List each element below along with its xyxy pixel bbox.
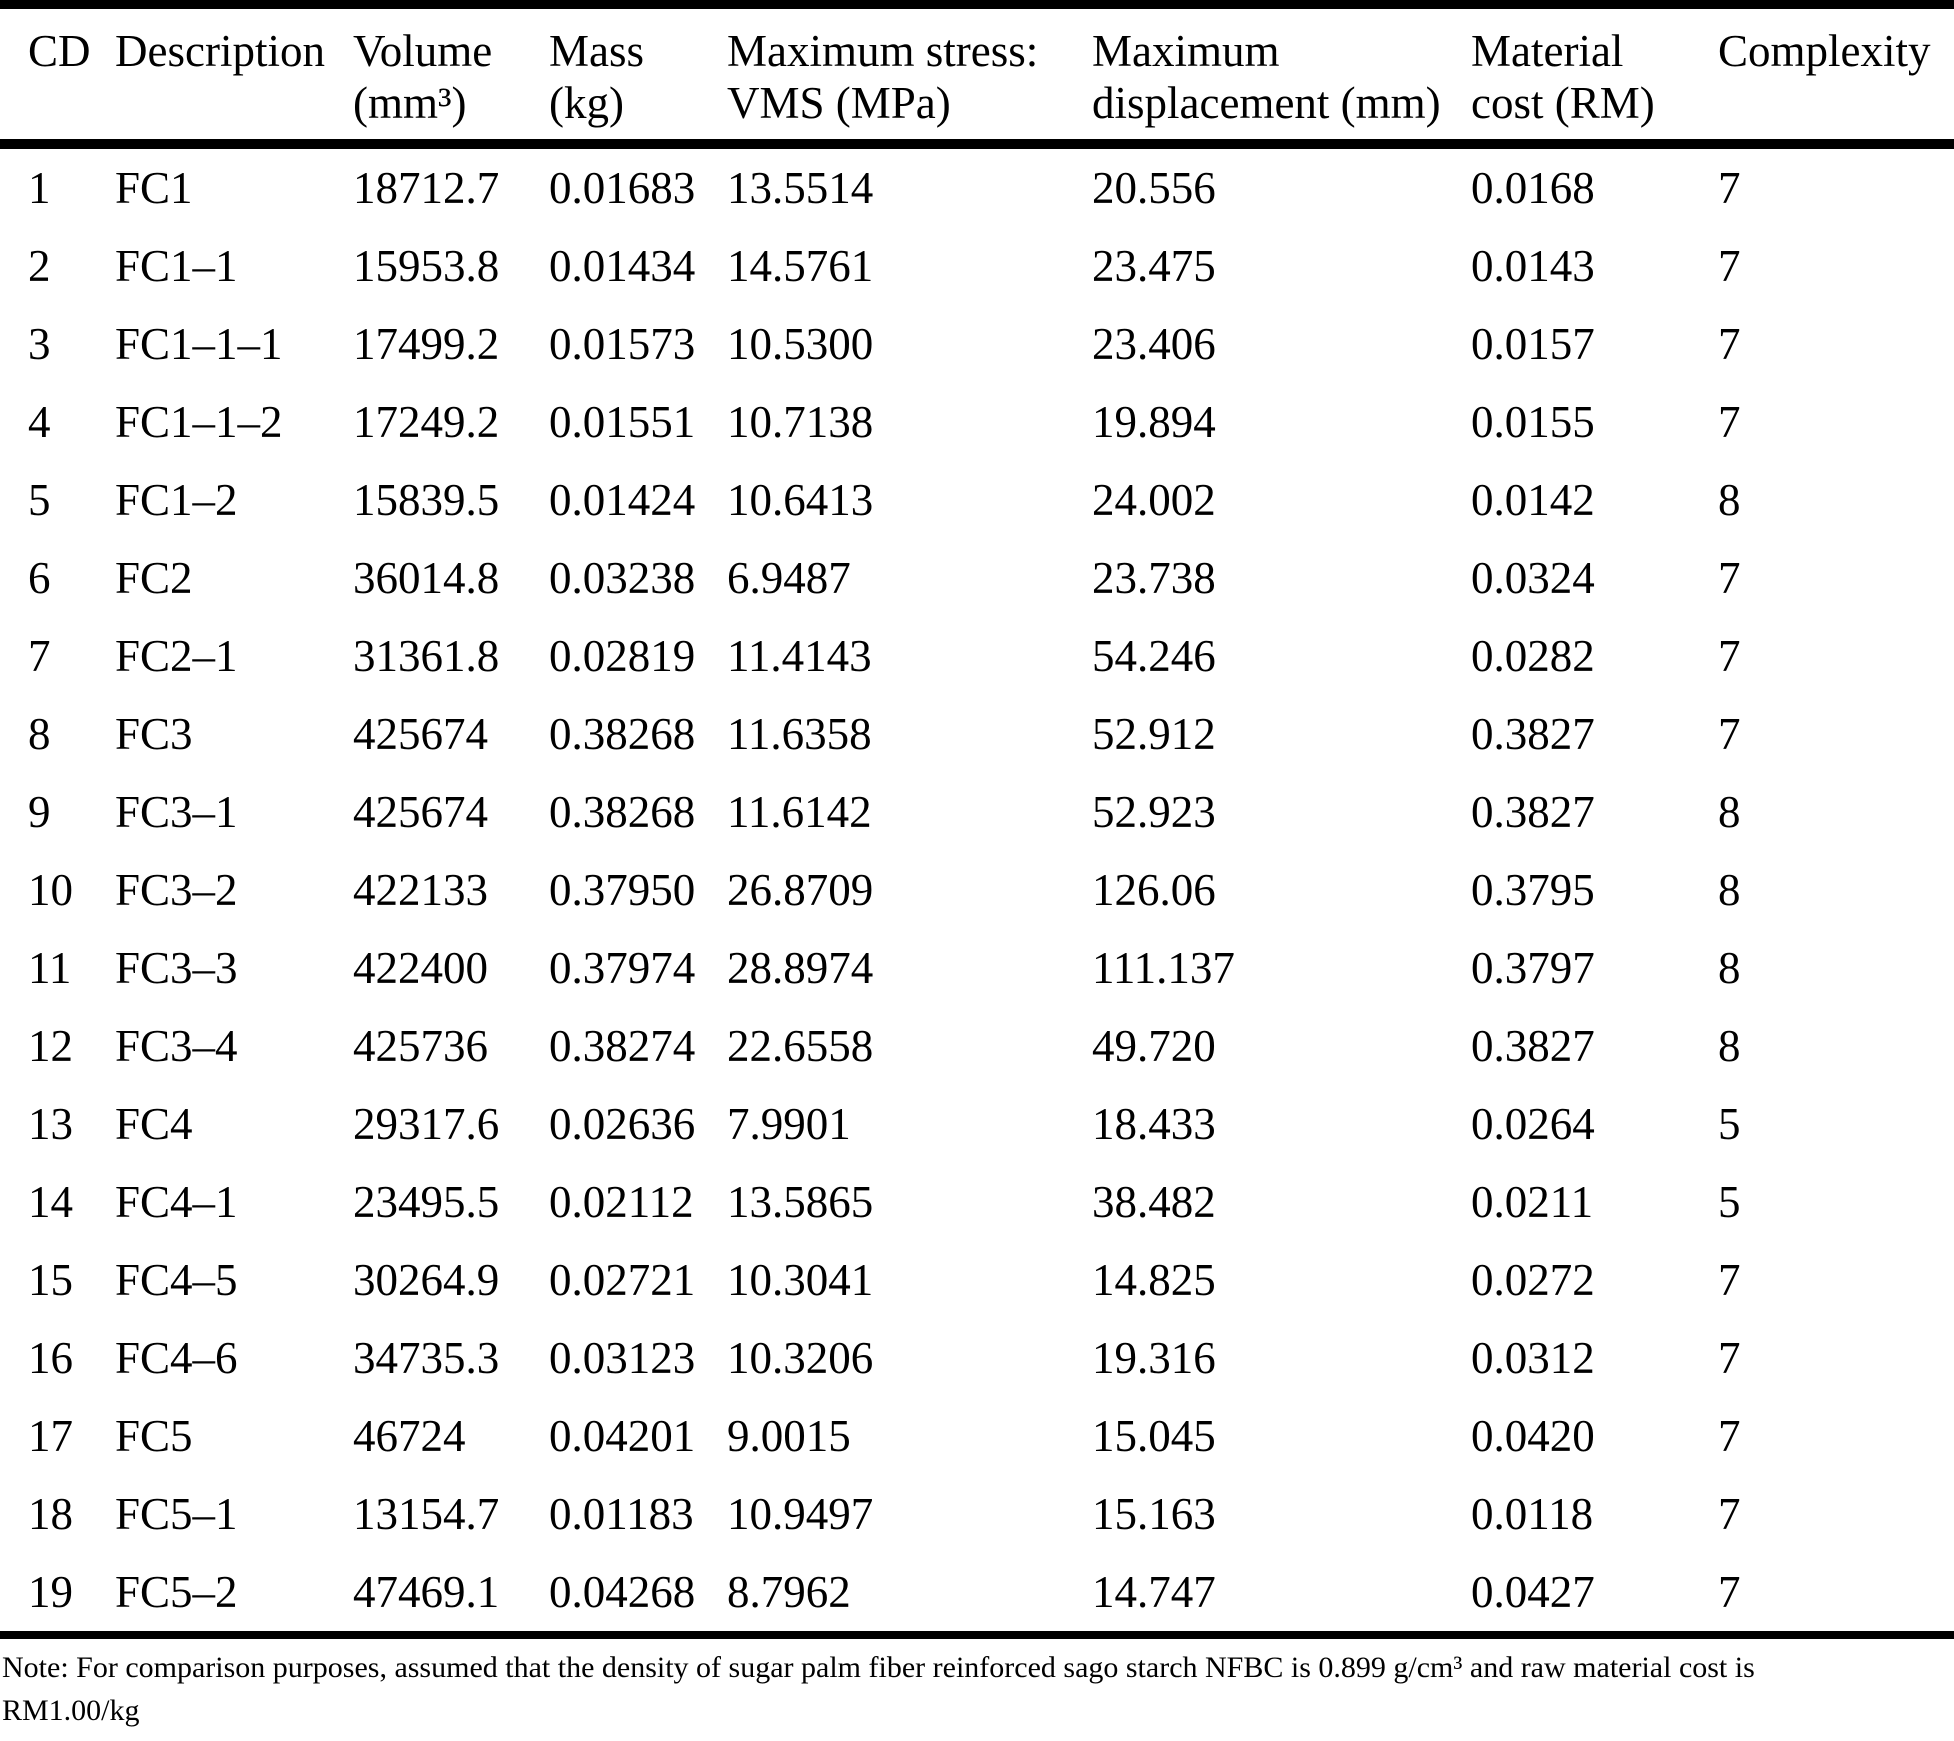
table-cell: FC1 xyxy=(115,163,193,213)
table-cell: 11.6142 xyxy=(727,787,872,837)
table-cell: 13.5514 xyxy=(727,163,874,213)
table-cell: 12 xyxy=(28,1021,73,1071)
table-cell: 5 xyxy=(1718,1177,1741,1227)
table-cell: 36014.8 xyxy=(353,553,500,603)
table-cell: 7 xyxy=(1718,1411,1741,1461)
table-row xyxy=(0,695,1954,773)
table-cell: 9 xyxy=(28,787,51,837)
table-cell: 15953.8 xyxy=(353,241,500,291)
table-cell: FC1–2 xyxy=(115,475,238,525)
table-cell: 34735.3 xyxy=(353,1333,500,1383)
table-cell: 0.03238 xyxy=(549,553,696,603)
table-cell: 11.4143 xyxy=(727,631,872,681)
table-cell: 422400 xyxy=(353,943,488,993)
table-cell: 425674 xyxy=(353,787,488,837)
table-cell: 15.045 xyxy=(1092,1411,1216,1461)
table-cell: FC5–2 xyxy=(115,1567,238,1617)
column-header-mass: Mass (kg) xyxy=(549,26,645,128)
table-cell: 47469.1 xyxy=(353,1567,500,1617)
table-row xyxy=(0,1241,1954,1319)
table-cell: 0.01183 xyxy=(549,1489,694,1539)
table-cell: 7 xyxy=(1718,709,1741,759)
table-cell: FC5–1 xyxy=(115,1489,238,1539)
table-cell: 8 xyxy=(1718,1021,1741,1071)
table-cell: 15 xyxy=(28,1255,73,1305)
table-cell: 17249.2 xyxy=(353,397,500,447)
table-cell: 0.03123 xyxy=(549,1333,696,1383)
table-row xyxy=(0,773,1954,851)
table-cell: 2 xyxy=(28,241,51,291)
table-cell: 29317.6 xyxy=(353,1099,500,1149)
table-cell: 14.747 xyxy=(1092,1567,1216,1617)
table-cell: 7 xyxy=(1718,1567,1741,1617)
table-row xyxy=(0,227,1954,305)
table-row xyxy=(0,539,1954,617)
table-cell: 0.04201 xyxy=(549,1411,696,1461)
table-cell: 7 xyxy=(1718,1489,1741,1539)
table-cell: 425736 xyxy=(353,1021,488,1071)
table-cell: 0.02721 xyxy=(549,1255,696,1305)
table-cell: 20.556 xyxy=(1092,163,1216,213)
table-cell: 16 xyxy=(28,1333,73,1383)
table-cell: 0.02112 xyxy=(549,1177,694,1227)
table-cell: 7 xyxy=(28,631,51,681)
column-header-max-displacement: Maximum displacement (mm) xyxy=(1092,26,1441,128)
table-cell: 0.3827 xyxy=(1471,1021,1595,1071)
table-cell: 31361.8 xyxy=(353,631,500,681)
table-cell: 24.002 xyxy=(1092,475,1216,525)
table-cell: 1 xyxy=(28,163,51,213)
table-cell: 7 xyxy=(1718,163,1741,213)
table-cell: FC1–1 xyxy=(115,241,238,291)
table-cell: 52.923 xyxy=(1092,787,1216,837)
table-cell: 10.9497 xyxy=(727,1489,874,1539)
table-row xyxy=(0,305,1954,383)
table-cell: 13 xyxy=(28,1099,73,1149)
table-cell: 0.01573 xyxy=(549,319,696,369)
table-cell: 0.3795 xyxy=(1471,865,1595,915)
table-cell: 0.02819 xyxy=(549,631,696,681)
table-cell: 7 xyxy=(1718,1255,1741,1305)
table-row xyxy=(0,929,1954,1007)
table-cell: FC4–5 xyxy=(115,1255,238,1305)
table-cell: 0.0427 xyxy=(1471,1567,1595,1617)
table-cell: 5 xyxy=(1718,1099,1741,1149)
column-header-complexity: Complexity xyxy=(1718,26,1931,76)
table-row xyxy=(0,1085,1954,1163)
table-cell: 0.02636 xyxy=(549,1099,696,1149)
table-cell: 22.6558 xyxy=(727,1021,874,1071)
table-cell: 8 xyxy=(1718,865,1741,915)
table-cell: FC3–3 xyxy=(115,943,238,993)
table-cell: 46724 xyxy=(353,1411,466,1461)
table-cell: 0.0264 xyxy=(1471,1099,1595,1149)
table-cell: 7 xyxy=(1718,1333,1741,1383)
table-cell: FC3 xyxy=(115,709,193,759)
table-row xyxy=(0,1319,1954,1397)
table-cell: 23.406 xyxy=(1092,319,1216,369)
table-cell: 0.0118 xyxy=(1471,1489,1594,1539)
table-cell: 0.0282 xyxy=(1471,631,1595,681)
table-body xyxy=(0,144,1954,1635)
table-cell: 126.06 xyxy=(1092,865,1216,915)
table-cell: 0.0155 xyxy=(1471,397,1595,447)
table-cell: 0.01424 xyxy=(549,475,696,525)
table-cell: 0.01434 xyxy=(549,241,696,291)
table-cell: 8.7962 xyxy=(727,1567,851,1617)
table-cell: 9.0015 xyxy=(727,1411,851,1461)
table-cell: 6.9487 xyxy=(727,553,851,603)
table-cell: 13.5865 xyxy=(727,1177,874,1227)
table-cell: 0.0272 xyxy=(1471,1255,1595,1305)
table-cell: FC2 xyxy=(115,553,193,603)
table-cell: 13154.7 xyxy=(353,1489,500,1539)
table-cell: FC3–2 xyxy=(115,865,238,915)
table-cell: 0.0211 xyxy=(1471,1177,1594,1227)
table-cell: 0.3827 xyxy=(1471,787,1595,837)
table-cell: 7 xyxy=(1718,631,1741,681)
table-row xyxy=(0,1163,1954,1241)
table-cell: 0.38268 xyxy=(549,709,696,759)
table-note xyxy=(0,1639,1954,1732)
table-cell: 0.0143 xyxy=(1471,241,1595,291)
table-cell: 111.137 xyxy=(1092,943,1235,993)
table-cell: 0.0324 xyxy=(1471,553,1595,603)
table-cell: 0.04268 xyxy=(549,1567,696,1617)
table-row xyxy=(0,1397,1954,1475)
table-cell: 5 xyxy=(28,475,51,525)
table-cell: 0.0142 xyxy=(1471,475,1595,525)
table-cell: 422133 xyxy=(353,865,488,915)
table-cell: 10 xyxy=(28,865,73,915)
table-cell: FC4–6 xyxy=(115,1333,238,1383)
table-row xyxy=(0,144,1954,227)
table-cell: 6 xyxy=(28,553,51,603)
table-cell: 8 xyxy=(1718,475,1741,525)
table-cell: FC1–1–2 xyxy=(115,397,283,447)
table-cell: 14 xyxy=(28,1177,73,1227)
table-cell: 3 xyxy=(28,319,51,369)
table-row xyxy=(0,383,1954,461)
table-cell: 18 xyxy=(28,1489,73,1539)
note-line-2: RM1.00/kg xyxy=(2,1694,140,1727)
table-cell: 10.7138 xyxy=(727,397,874,447)
table-row xyxy=(0,1007,1954,1085)
table-cell: 7 xyxy=(1718,241,1741,291)
table-cell: 0.0420 xyxy=(1471,1411,1595,1461)
table-cell: 49.720 xyxy=(1092,1021,1216,1071)
table-cell: 4 xyxy=(28,397,51,447)
table-row xyxy=(0,1475,1954,1553)
table-cell: 17 xyxy=(28,1411,73,1461)
table-cell: FC2–1 xyxy=(115,631,238,681)
table-cell: 10.3041 xyxy=(727,1255,874,1305)
table-cell: 8 xyxy=(1718,943,1741,993)
table-cell: 7 xyxy=(1718,319,1741,369)
table-header-row xyxy=(0,5,1954,145)
table-cell: 23.738 xyxy=(1092,553,1216,603)
column-header-volume: Volume (mm³) xyxy=(353,26,493,128)
table-cell: 0.01551 xyxy=(549,397,696,447)
table-cell: 15.163 xyxy=(1092,1489,1216,1539)
table-cell: FC5 xyxy=(115,1411,193,1461)
table-cell: 0.37974 xyxy=(549,943,696,993)
table-cell: FC4–1 xyxy=(115,1177,238,1227)
table-cell: FC4 xyxy=(115,1099,193,1149)
table-row xyxy=(0,1553,1954,1635)
table-cell: 10.3206 xyxy=(727,1333,874,1383)
table-cell: 30264.9 xyxy=(353,1255,500,1305)
column-header-max-stress: Maximum stress: VMS (MPa) xyxy=(727,26,1039,128)
table-row xyxy=(0,851,1954,929)
table-cell: 0.38274 xyxy=(549,1021,696,1071)
table-cell: 19.316 xyxy=(1092,1333,1216,1383)
table-cell: 26.8709 xyxy=(727,865,874,915)
table-cell: 7 xyxy=(1718,553,1741,603)
table-cell: 0.3797 xyxy=(1471,943,1595,993)
table-cell: 425674 xyxy=(353,709,488,759)
table-cell: FC3–1 xyxy=(115,787,238,837)
table-cell: 8 xyxy=(1718,787,1741,837)
table-cell: 23.475 xyxy=(1092,241,1216,291)
table-cell: 11.6358 xyxy=(727,709,872,759)
table-cell: 11 xyxy=(28,943,72,993)
table-cell: 28.8974 xyxy=(727,943,874,993)
table-cell: 0.0157 xyxy=(1471,319,1595,369)
table-cell: 14.5761 xyxy=(727,241,874,291)
table-cell: 0.38268 xyxy=(549,787,696,837)
table-cell: 7.9901 xyxy=(727,1099,851,1149)
table-cell: 15839.5 xyxy=(353,475,500,525)
table-cell: 10.6413 xyxy=(727,475,874,525)
table-cell: 38.482 xyxy=(1092,1177,1216,1227)
table-cell: 0.3827 xyxy=(1471,709,1595,759)
table-cell: 0.01683 xyxy=(549,163,696,213)
table-cell: 18712.7 xyxy=(353,163,500,213)
table-cell: 54.246 xyxy=(1092,631,1216,681)
column-header-description: Description xyxy=(115,26,325,76)
table-cell: 19 xyxy=(28,1567,73,1617)
table-cell: 52.912 xyxy=(1092,709,1216,759)
table-cell: 19.894 xyxy=(1092,397,1216,447)
table-header xyxy=(0,5,1954,145)
table-cell: 23495.5 xyxy=(353,1177,500,1227)
column-header-cd: CD xyxy=(28,26,91,76)
table-row xyxy=(0,461,1954,539)
table-cell: FC1–1–1 xyxy=(115,319,283,369)
table-cell: 14.825 xyxy=(1092,1255,1216,1305)
table-cell: 10.5300 xyxy=(727,319,874,369)
table-cell: 18.433 xyxy=(1092,1099,1216,1149)
table-cell: 0.0312 xyxy=(1471,1333,1595,1383)
table-cell: FC3–4 xyxy=(115,1021,238,1071)
table-cell: 7 xyxy=(1718,397,1741,447)
column-header-material-cost: Material cost (RM) xyxy=(1471,26,1655,128)
table-cell: 17499.2 xyxy=(353,319,500,369)
table-cell: 0.0168 xyxy=(1471,163,1595,213)
note-line-1: Note: For comparison purposes, assumed that the density of sugar palm fiber reinforced sago starch NFBC is 0.899 g/cm³ and raw material cost is xyxy=(2,1651,1755,1684)
table-row xyxy=(0,617,1954,695)
table-cell: 0.37950 xyxy=(549,865,696,915)
table-cell: 8 xyxy=(28,709,51,759)
